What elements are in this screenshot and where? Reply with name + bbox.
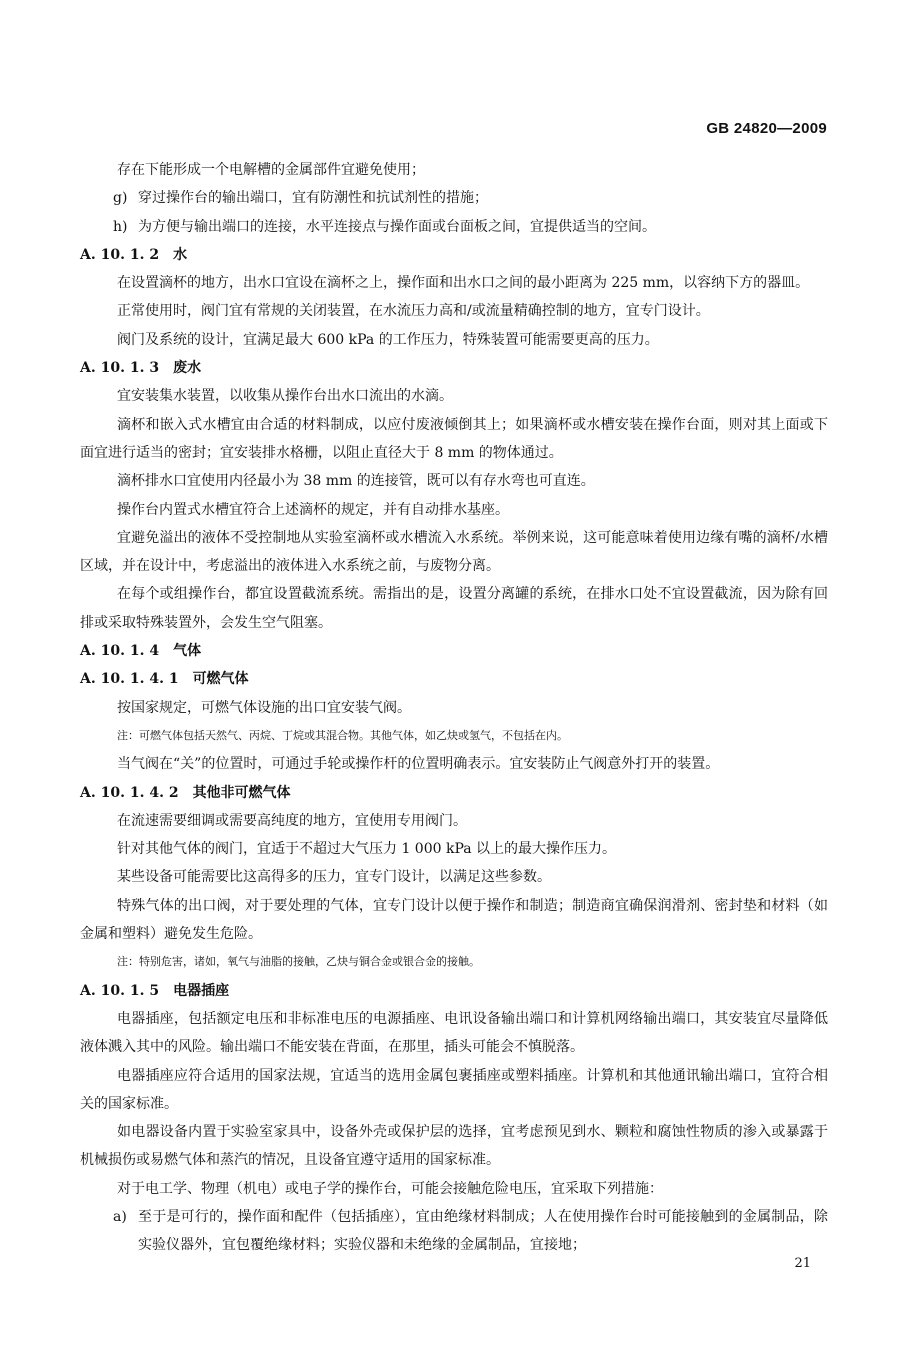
list-item bbox=[80, 213, 828, 241]
section-heading bbox=[80, 354, 828, 382]
paragraph: 滴杯排水口宜使用内径最小为 38 mm 的连接管，既可以有存水弯也可直连。 bbox=[117, 473, 595, 490]
list-item-text: 至于是可行的，操作面和配件（包括插座），宜由绝缘材料制成；人在使用操作台时可能接触到的金属制品，除实验仪器外，宜包覆绝缘材料；实验仪器和未绝缘的金属制品，宜接地； bbox=[138, 1208, 828, 1254]
section-title: 水 bbox=[173, 246, 188, 263]
section-number: A. 10. 1. 4. 2 bbox=[80, 784, 179, 801]
paragraph: 如电器设备内置于实验室家具中，设备外壳或保护层的选择，宜考虑预见到水、颗粒和腐蚀性物质的渗入或暴露于机械损伤或易燃气体和蒸汽的情况，且设备宜遵守适用的国家标准。 bbox=[80, 1124, 828, 1169]
paragraph: 某些设备可能需要比这高得多的压力，宜专门设计，以满足这些参数。 bbox=[117, 869, 551, 886]
section-title: 废水 bbox=[173, 360, 202, 377]
list-item-text: 穿过操作台的输出端口，宜有防潮性和抗试剂性的措施； bbox=[138, 190, 488, 207]
list-item-marker: a) bbox=[113, 1208, 127, 1225]
section-title: 电器插座 bbox=[173, 982, 230, 999]
paragraph: 阀门及系统的设计，宜满足最大 600 kPa 的工作压力，特殊装置可能需要更高的压力。 bbox=[117, 331, 659, 348]
paragraph: 操作台内置式水槽宜符合上述滴杯的规定，并有自动排水基座。 bbox=[117, 501, 509, 518]
list-item bbox=[80, 184, 828, 212]
paragraph: 按国家规定，可燃气体设施的出口宜安装气阀。 bbox=[117, 699, 411, 716]
paragraph: 针对其他气体的阀门，宜适于不超过大气压力 1 000 kPa 以上的最大操作压力。 bbox=[117, 841, 617, 858]
list-item-text: 为方便与输出端口的连接，水平连接点与操作面或台面板之间，宜提供适当的空间。 bbox=[138, 218, 656, 235]
note: 注：特别危害，诸如，氧气与油脂的接触，乙炔与铜合金或银合金的接触。 bbox=[117, 955, 480, 969]
section-heading bbox=[80, 779, 828, 807]
section-number: A. 10. 1. 2 bbox=[80, 246, 160, 263]
section-title: 其他非可燃气体 bbox=[192, 784, 291, 801]
section-number: A. 10. 1. 4 bbox=[80, 643, 160, 660]
paragraph: 宜避免溢出的液体不受控制地从实验室滴杯或水槽流入水系统。举例来说，这可能意味着使用边缘有嘴的滴杯/水槽区域，并在设计中，考虑溢出的液体进入水系统之前，与废物分离。 bbox=[80, 529, 828, 575]
paragraph: 在流速需要细调或需要高纯度的地方，宜使用专用阀门。 bbox=[117, 812, 467, 829]
document-body bbox=[80, 156, 828, 1260]
section-title: 可燃气体 bbox=[192, 671, 249, 688]
note: 注：可燃气体包括天然气、丙烷、丁烷或其混合物。其他气体，如乙炔或氢气，不包括在内。 bbox=[117, 728, 568, 742]
list-item-marker: g) bbox=[113, 190, 128, 207]
section-heading bbox=[80, 637, 828, 665]
paragraph: 电器插座，包括额定电压和非标准电压的电源插座、电讯设备输出端口和计算机网络输出端口，其安装宜尽量降低液体溅入其中的风险。输出端口不能安装在背面，在那里，插头可能会不慎脱落。 bbox=[80, 1010, 828, 1056]
section-heading bbox=[80, 241, 828, 269]
paragraph: 当气阀在“关”的位置时，可通过手轮或操作杆的位置明确表示。宜安装防止气阀意外打开的装置。 bbox=[117, 756, 720, 773]
list-item-marker: h) bbox=[113, 218, 128, 235]
paragraph: 滴杯和嵌入式水槽宜由合适的材料制成，以应付废液倾倒其上；如果滴杯或水槽安装在操作台面，则对其上面或下面宜进行适当的密封；宜安装排水格栅，以阻止直径大于 8 mm 的物体通过。 bbox=[80, 416, 828, 461]
paragraph: 特殊气体的出口阀，对于要处理的气体，宜专门设计以便于操作和制造；制造商宜确保润滑剂、密封垫和材料（如金属和塑料）避免发生危险。 bbox=[80, 897, 828, 943]
section-heading bbox=[80, 977, 828, 1005]
paragraph: 电器插座应符合适用的国家法规，宜适当的选用金属包裹插座或塑料插座。计算机和其他通讯输出端口，宜符合相关的国家标准。 bbox=[80, 1067, 828, 1112]
paragraph: 存在下能形成一个电解槽的金属部件宜避免使用； bbox=[117, 162, 425, 178]
paragraph: 宜安装集水装置，以收集从操作台出水口流出的水滴。 bbox=[117, 388, 453, 405]
section-number: A. 10. 1. 3 bbox=[80, 360, 160, 377]
paragraph: 在设置滴杯的地方，出水口宜设在滴杯之上，操作面和出水口之间的最小距离为 225 mm，以容纳下方的器皿。 bbox=[117, 275, 810, 292]
paragraph: 正常使用时，阀门宜有常规的关闭装置，在水流压力高和/或流量精确控制的地方，宜专门设计。 bbox=[117, 303, 710, 320]
section-number: A. 10. 1. 5 bbox=[80, 982, 160, 999]
section-title: 气体 bbox=[173, 643, 202, 660]
paragraph: 对于电工学、物理（机电）或电子学的操作台，可能会接触危险电压，宜采取下列措施： bbox=[117, 1180, 663, 1197]
paragraph: 在每个或组操作台，都宜设置截流系统。需指出的是，设置分离罐的系统，在排水口处不宜设置截流，因为除有回排或采取特殊装置外，会发生空气阻塞。 bbox=[80, 586, 828, 631]
section-number: A. 10. 1. 4. 1 bbox=[80, 671, 179, 688]
list-item bbox=[80, 1203, 828, 1260]
document-header: GB 24820—2009 bbox=[706, 120, 827, 137]
section-heading bbox=[80, 665, 828, 693]
page-number: 21 bbox=[794, 1256, 811, 1271]
